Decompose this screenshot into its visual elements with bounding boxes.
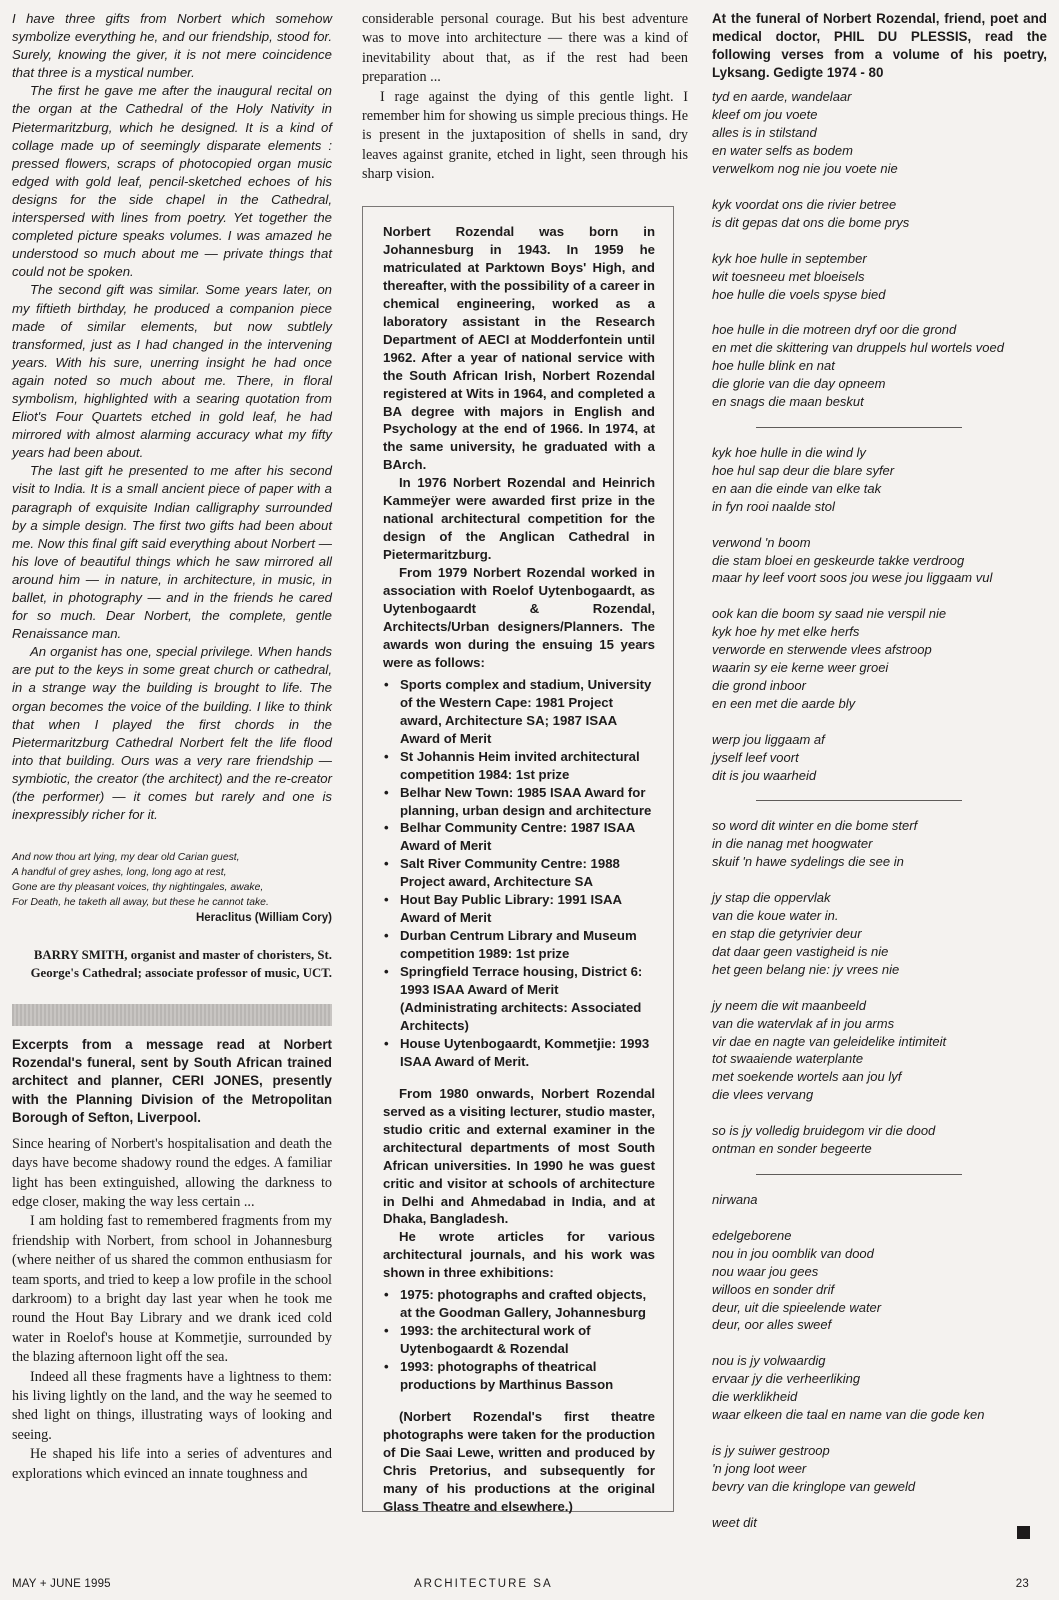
poem-line: is jy suiwer gestroop [712, 1442, 830, 1458]
poem-line: in die nanag met hoogwater [712, 836, 873, 852]
poem-line: en snags die maan beskut [712, 394, 864, 410]
footer-issue-date: MAY + JUNE 1995 [12, 1578, 111, 1590]
biography-box [362, 206, 674, 1512]
poem-stanza [712, 817, 1047, 871]
poem-line: met soekende wortels aan jou lyf [712, 1069, 902, 1085]
poem-line: hoe hulle blink en nat [712, 358, 835, 374]
poem-line: nirwana [712, 1191, 758, 1207]
epigraph-line: A handful of grey ashes, long, long ago at rest, [12, 867, 227, 879]
bio-paragraph: From 1980 onwards, Norbert Rozendal served as a visiting lecturer, studio master, studio critic and external examiner in the architectural departments of most South African universities. In 1990 he was guest critic and visitor at schools of architecture in Delhi and Ahmedabad in India, and at Dhaka, Bangladesh. [383, 1085, 655, 1227]
poem-stanza [712, 997, 1047, 1104]
poem-line: kyk hoe hulle in september [712, 250, 867, 266]
poem-line: en stap die getyrivier deur [712, 926, 862, 941]
poem-intro: At the funeral of Norbert Rozendal, friend, poet and medical doctor, PHIL DU PLESSIS, read the following verses from a volume of his poetry, Lyksang. Gedigte 1974 - 80 [712, 11, 1047, 81]
poem-line: tot swaaiende waterplante [712, 1051, 864, 1067]
poem-line: die vlees vervang [712, 1087, 814, 1103]
list-item: • 1993: photographs of theatrical productions by Marthinus Basson [383, 1358, 655, 1394]
epigraph-attribution: Heraclitus (William Cory) [195, 912, 332, 925]
list-item: • Springfield Terrace housing, District 6: 1993 ISAA Award of Merit (Administrating architects: Associated Architects) [383, 963, 655, 1035]
poem-stanza [712, 1191, 1047, 1209]
bio-paragraph: In 1976 Norbert Rozendal and Heinrich Kammeÿer were awarded first prize in the national architectural competition for the design of the Anglican Cathedral in Pietermaritzburg. [383, 475, 655, 563]
poem-stanza [712, 1442, 1047, 1496]
poem-line: nou is jy volwaardig [712, 1353, 826, 1369]
list-item: • 1975: photographs and crafted objects, at the Goodman Gallery, Johannesburg [383, 1286, 655, 1322]
list-item: • Sports complex and stadium, University of the Western Cape: 1981 Project award, Architecture SA; 1987 ISAA Award of Merit [383, 676, 655, 748]
bio-paragraph: Norbert Rozendal was born in Johannesburg in 1943. In 1959 he matriculated at Parktown Boys' High, and thereafter, with the possibility of a career in chemical engineering, worked as a laboratory assistant in the Research Department of AECI at Modderfontein until 1962. After a year of national service with the South African Irish, Norbert Rozendal registered at Wits in 1964, and completed a BA degree with majors in English and Psychology at the end of 1966. In 1974, at the same university, he graduated with a BArch. [383, 224, 655, 473]
poem-line: kleef om jou voete [712, 107, 818, 123]
tribute-paragraph: The second gift was similar. Some years later, on my fiftieth birthday, he produced a companion piece made of similar elements, but now subtlely transformed, just as I had changed in the intervening years. With his sure, unerring insight he had once again noted so much about me. There, in floral symbolism, highlighted with a searing quotation from Eliot's Four Quartets etched in gold leaf, he had mirrored with almost alarming accuracy what my fifty years had been about. [12, 282, 332, 461]
poem-line: tyd en aarde, wandelaar [712, 89, 852, 105]
epigraph-line: For Death, he taketh all away, but these he cannot take. [12, 897, 269, 909]
poem-line: 'n jong loot weer [712, 1460, 807, 1476]
poem-line: en met die skittering van druppels hul wortels voed [712, 340, 1004, 356]
poem-stanza [712, 1227, 1047, 1334]
poem-line: nou waar jou gees [712, 1263, 819, 1279]
message-paragraph: He shaped his life into a series of adventures and explorations which evinced an innate toughness and [12, 1446, 332, 1482]
stanza-divider [756, 1174, 962, 1175]
list-item: • House Uytenbogaardt, Kommetjie: 1993 ISAA Award of Merit. [383, 1035, 655, 1071]
poem-line: weet dit [712, 1514, 757, 1530]
poem-line: wit toesneeu met bloeisels [712, 268, 865, 284]
poem-line: jyself leef voort [712, 749, 799, 765]
poem-line: jy neem die wit maanbeeld [712, 997, 866, 1013]
list-item: • Belhar New Town: 1985 ISAA Award for planning, urban design and architecture [383, 784, 655, 820]
poem-line: waarin sy eie kerne weer groei [712, 660, 889, 676]
poem-stanza [712, 1514, 1047, 1532]
poem-line: en een met die aarde bly [712, 695, 856, 711]
message-continuation: considerable personal courage. But his best adventure was to move into architecture — there was a kind of inevitability about that, as if the rest had been preparation ... [362, 11, 688, 86]
message-paragraph: Since hearing of Norbert's hospitalisation and death the days have become shadowy round the edges. A familiar light has been extinguished, allowing the darkness to edge closer, making the way less certain ... [12, 1135, 332, 1210]
awards-list [383, 676, 655, 1071]
tribute-paragraph: An organist has one, special privilege. When hands are put to the keys in some great church or cathedral, in a strange way the building is brought to life. The organ becomes the voice of the building. I like to think that when I played the first chords in the Pietermaritzburg Cathedral Norbert felt the life flood into that building. Ours was a very rare friendship — symbiotic, the creator (the architect) and the re-creator (the performer) — it comes but rarely and one is inexpressibly richer for it. [12, 644, 332, 823]
epigraph-line: And now thou art lying, my dear old Carian guest, [12, 852, 240, 864]
poem-line: hoe hul sap deur die blare syfer [712, 462, 895, 478]
exhibitions-list [383, 1286, 655, 1394]
message-paragraph: I am holding fast to remembered fragments from my friendship with Norbert, from school in Johannesburg (where neither of us shared the common enthusiasm for team sports, and tried to keep a low profile in the school darkroom) to a bright day last year when he took me round the Hout Bay Library and we drank iced cold water in Roelof's house at Kommetjie, surrounded by the blazing afternoon light off the sea. [12, 1213, 332, 1366]
poem-stanza [712, 1352, 1047, 1424]
poem-line: alles is in stilstand [712, 125, 817, 141]
poem-line: kyk voordat ons die rivier betree [712, 196, 897, 212]
poem-line: kyk hoe hy met elke herfs [712, 624, 860, 640]
poem-line: deur, oor alles sweef [712, 1317, 832, 1333]
poem-stanza [712, 196, 1047, 232]
poem-line: vir dae en nagte van geleidelike intimiteit [712, 1033, 947, 1049]
section-divider [12, 1004, 332, 1026]
poem-line: verwelkom nog nie jou voete nie [712, 161, 898, 176]
poem-line: verwond 'n boom [712, 534, 811, 550]
poem-line: van die watervlak af in jou arms [712, 1015, 895, 1031]
tribute-paragraph: I have three gifts from Norbert which somehow symbolize everything he, and our friendship, stood for. Surely, knowing the giver, it is not mere coincidence that three is a mystical number. [12, 11, 332, 81]
poem-line: maar hy leef voort soos jou wese jou liggaam vul [712, 570, 993, 586]
bio-paragraph: He wrote articles for various architectural journals, and his work was shown in three exhibitions: [383, 1229, 655, 1281]
poem-line: nou in jou oomblik van dood [712, 1245, 874, 1261]
poem-line: is dit gepas dat ons die bome prys [712, 214, 910, 230]
list-item: • Salt River Community Centre: 1988 Project award, Architecture SA [383, 855, 655, 891]
poem-stanza [712, 250, 1047, 304]
footer-publication: ARCHITECTURE SA [414, 1578, 553, 1590]
poem-line: dat daar geen vastigheid is nie [712, 943, 889, 959]
page-number: 23 [1015, 1578, 1029, 1590]
author-credit: BARRY SMITH, organist and master of choristers, St. George's Cathedral; associate professor of music, UCT. [30, 948, 332, 981]
list-item: • Hout Bay Public Library: 1991 ISAA Award of Merit [383, 891, 655, 927]
right-column [712, 10, 1047, 1550]
poem-line: en water selfs as bodem [712, 143, 853, 159]
stanza-divider [756, 427, 962, 428]
poem-line: die glorie van die day opneem [712, 376, 886, 392]
poem-line: van die koue water in. [712, 908, 839, 924]
poem-line: en aan die einde van elke tak [712, 480, 882, 496]
message-continuation: I rage against the dying of this gentle light. I remember him for showing us simple precious things. He is present in the juxtaposition of shells in sand, dry leaves against granite, etched in light, seen through his sharp vision. [362, 88, 688, 183]
left-column [12, 10, 332, 1484]
poem-stanza [712, 534, 1047, 588]
poem-line: ook kan die boom sy saad nie verspil nie [712, 606, 947, 622]
bio-paragraph: (Norbert Rozendal's first theatre photographs were taken for the production of Die Saai Lewe, written and produced by Chris Pretorius, and subsequently for many of his productions at the original Glass Theatre and elsewhere.) [383, 1409, 655, 1514]
poem-line: kyk hoe hulle in die wind ly [712, 444, 866, 460]
poem-line: so word dit winter en die bome sterf [712, 818, 918, 834]
poem-line: skuif 'n hawe sydelings die see in [712, 854, 904, 870]
poem-line: ervaar jy die verheerliking [712, 1371, 861, 1387]
poem-line: die stam bloei en geskeurde takke verdroog [712, 552, 965, 568]
poem-line: edelgeborene [712, 1227, 792, 1243]
poem-line: deur, uit die spieelende water [712, 1299, 882, 1315]
poem-stanza [712, 321, 1047, 411]
poem-line: bevry van die kringlope van geweld [712, 1478, 916, 1494]
poem-line: verworde en sterwende vlees afstroop [712, 642, 932, 658]
poem [712, 88, 1047, 1531]
list-item: • Belhar Community Centre: 1987 ISAA Award of Merit [383, 819, 655, 855]
bio-paragraph: From 1979 Norbert Rozendal worked in association with Roelof Uytenbogaardt, as Uytenbogaardt & Rozendal, Architects/Urban designers/Planners. The awards won during the ensuing 15 years were as follows: [383, 565, 655, 670]
message-paragraph: Indeed all these fragments have a lightness to them: his living lightly on the land, and the way he seemed to shed light on things, illustrating ways of looking and seeing. [12, 1368, 332, 1443]
poem-line: dit is jou waarheid [712, 767, 817, 783]
poem-stanza [712, 731, 1047, 785]
epigraph-line: Gone are thy pleasant voices, thy nightingales, awake, [12, 882, 264, 894]
poem-line: hoe hulle in die motreen dryf oor die grond [712, 322, 957, 338]
tribute-paragraph: The first he gave me after the inaugural recital on the organ at the Cathedral of the Holy Nativity in Pietermaritzburg, which he designed. It is a kind of collage made up of seemingly disparate elements : pressed flowers, scraps of photocopied organ music edged with gold leaf, pencil-sketched echoes of his designs for the side chapel in the Cathedral, interspersed with lines from poetry. Yet together the completed picture speaks volumes. I was amazed he understood so much about me — private things that could not be spoken. [12, 83, 332, 280]
poem-stanza [712, 889, 1047, 979]
poem-stanza [712, 605, 1047, 712]
poem-line: in fyn rooi naalde stol [712, 498, 835, 514]
middle-column [362, 10, 688, 185]
poem-line: die grond inboor [712, 677, 806, 693]
poem-line: het geen belang nie: jy vrees nie [712, 961, 900, 977]
poem-line: ontman en sonder begeerte [712, 1141, 872, 1157]
tribute-paragraph: The last gift he presented to me after his second visit to India. It is a small ancient piece of paper with a paragraph of exquisite Indian calligraphy surrounded by a simple design. The first two gifts had been about me. Now this final gift said everything about Norbert — his love of beautiful things which he saw mirrored all around him — in nature, in architecture, in music, in ballet, in photography — and in the friends he cared for so much. Dear Norbert, the complete, gentle Renaissance man. [12, 463, 332, 642]
stanza-divider [756, 800, 962, 801]
poem-line: jy stap die oppervlak [712, 890, 831, 906]
end-mark [1017, 1526, 1030, 1539]
list-item: • Durban Centrum Library and Museum competition 1989: 1st prize [383, 927, 655, 963]
poem-line: die werklikheid [712, 1389, 798, 1405]
poem-line: hoe hulle die voels spyse bied [712, 286, 886, 302]
poem-line: waar elkeen die taal en name van die gode ken [712, 1407, 985, 1423]
poem-stanza [712, 1122, 1047, 1158]
excerpt-intro: Excerpts from a message read at Norbert Rozendal's funeral, sent by South African trained architect and planner, CERI JONES, presently with the Planning Division of the Metropolitan Borough of Sefton, Liverpool. [12, 1037, 332, 1125]
poem-line: willoos en sonder drif [712, 1281, 835, 1297]
poem-stanza [712, 444, 1047, 516]
epigraph [12, 850, 332, 910]
list-item: • St Johannis Heim invited architectural competition 1984: 1st prize [383, 748, 655, 784]
poem-stanza [712, 88, 1047, 178]
list-item: • 1993: the architectural work of Uytenbogaardt & Rozendal [383, 1322, 655, 1358]
poem-line: werp jou liggaam af [712, 731, 825, 747]
poem-line: so is jy volledig bruidegom vir die dood [712, 1123, 936, 1139]
